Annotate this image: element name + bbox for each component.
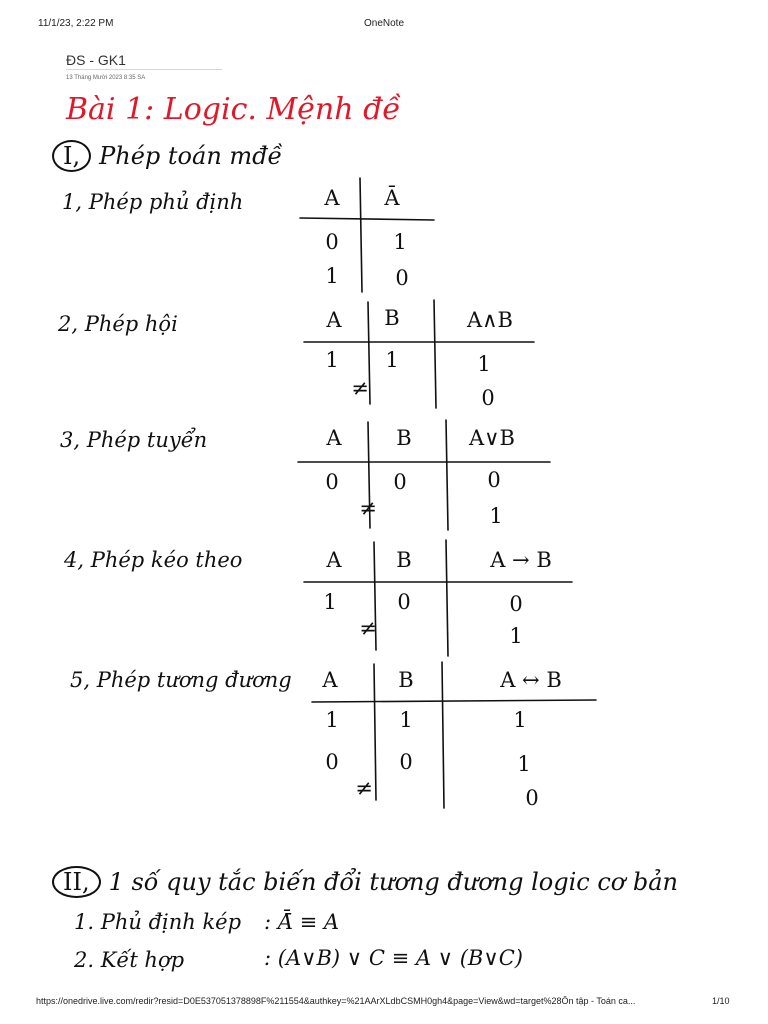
t5-r2-c1: 0 — [325, 750, 339, 774]
section1-numeral: I, — [52, 140, 91, 172]
t5-extra: 0 — [525, 786, 539, 810]
t4-h1: A — [326, 548, 342, 572]
t5-r2-c3: 1 — [517, 752, 531, 776]
t5-h2: B — [398, 668, 414, 692]
t3-extra: 1 — [489, 504, 503, 528]
t2-divider-2 — [434, 300, 436, 408]
t2-r1-c2: 1 — [385, 348, 399, 372]
t3-h3: A∨B — [469, 426, 515, 450]
print-url: https://onedrive.live.com/redir?resid=D0E537051378898F%211554&authkey=%21AArXLdbCSMH0gh4&page=View&wd=target%28Ôn tập - Toán ca... — [36, 996, 636, 1006]
app-name: OneNote — [363, 18, 405, 29]
t4-r1-c1: 1 — [323, 590, 337, 614]
section2-heading-text: 1 số quy tắc biến đổi tương đương logic cơ bản — [108, 868, 678, 896]
rule2-label: 2. Kết hợp — [74, 948, 185, 972]
t3-h1: A — [326, 426, 342, 450]
t4-not-equal: ≠ — [359, 616, 377, 640]
t2-not-equal: ≠ — [351, 376, 369, 400]
op1-label: 1, Phép phủ định — [62, 190, 244, 214]
t5-r1-c3: 1 — [513, 708, 527, 732]
t4-divider-2 — [446, 540, 448, 656]
rule2-formula: : (A∨B) ∨ C ≡ A ∨ (B∨C) — [264, 946, 523, 970]
t2-r1-c1: 1 — [325, 348, 339, 372]
t5-divider-2 — [442, 662, 444, 808]
t5-h1: A — [322, 668, 338, 692]
t2-h1: A — [326, 308, 342, 332]
op5-label: 5, Phép tương đương — [70, 668, 292, 692]
t5-r2-c2: 0 — [399, 750, 413, 774]
t2-h3: A∧B — [467, 308, 513, 332]
t1-r1-c2: 1 — [393, 230, 407, 254]
t1-r2-c2: 0 — [395, 266, 409, 290]
lesson-heading: Bài 1: Logic. Mệnh đề — [66, 92, 401, 127]
op4-label: 4, Phép kéo theo — [64, 548, 243, 572]
t4-r1-c2: 0 — [397, 590, 411, 614]
t3-r1-c2: 0 — [393, 470, 407, 494]
page-title[interactable]: ĐS - GK1 — [66, 52, 126, 68]
t5-r1-c1: 1 — [325, 708, 339, 732]
t3-r1-c1: 0 — [325, 470, 339, 494]
section1-heading-text: Phép toán mđề — [99, 142, 283, 170]
page-counter: 1/10 — [712, 996, 730, 1006]
t3-not-equal: ≠ — [359, 496, 377, 520]
section2-numeral: II, — [52, 866, 101, 898]
t3-divider-2 — [446, 420, 448, 530]
t3-h2: B — [396, 426, 412, 450]
t5-not-equal: ≠ — [355, 776, 373, 800]
t5-header-line — [312, 700, 596, 702]
t2-h2: B — [384, 306, 400, 330]
op3-label: 3, Phép tuyển — [60, 428, 208, 452]
page-date: 13 Tháng Mười 2023 8:35 SA — [66, 75, 146, 81]
t1-h1: A — [324, 186, 340, 210]
rule1-formula: : Ā̄ ≡ A — [264, 910, 340, 934]
rule1-label: 1. Phủ định kép — [74, 910, 242, 934]
t4-r1-c3: 0 — [509, 592, 523, 616]
print-datetime: 11/1/23, 2:22 PM — [38, 18, 114, 29]
t4-extra: 1 — [509, 624, 523, 648]
t1-header-line — [300, 218, 434, 220]
t4-h2: B — [396, 548, 412, 572]
t1-h2: Ā — [384, 186, 400, 210]
t5-r1-c2: 1 — [399, 708, 413, 732]
t4-h3: A → B — [490, 548, 552, 572]
t3-r1-c3: 0 — [487, 468, 501, 492]
t2-r1-c3: 1 — [477, 352, 491, 376]
op2-label: 2, Phép hội — [58, 312, 178, 336]
t5-h3: A ↔ B — [500, 668, 562, 692]
t2-extra: 0 — [481, 386, 495, 410]
section2-heading — [52, 866, 678, 898]
t1-r1-c1: 0 — [325, 230, 339, 254]
t1-r2-c1: 1 — [325, 264, 339, 288]
